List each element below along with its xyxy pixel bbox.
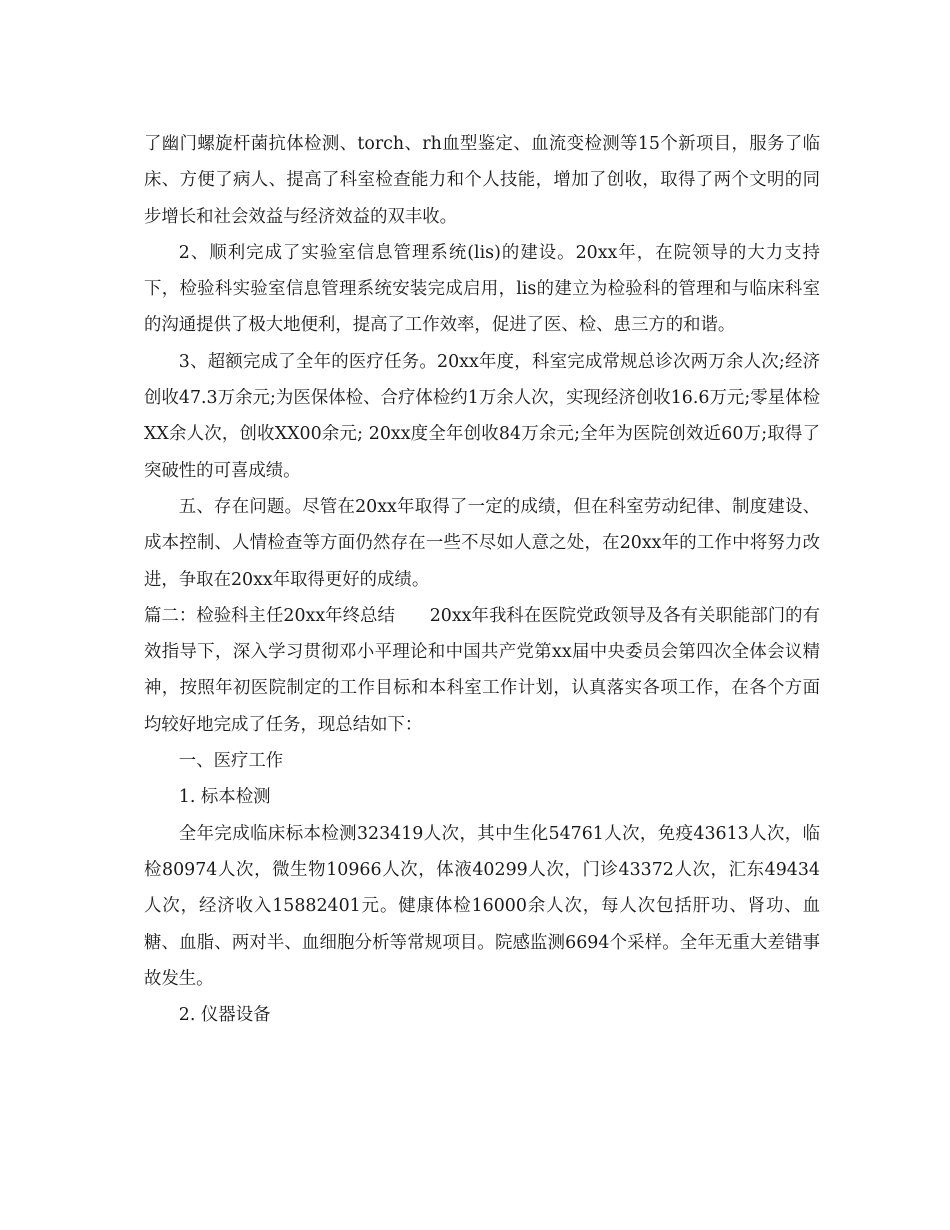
document-body xyxy=(144,126,820,1033)
paragraph-medical-tasks: 3、超额完成了全年的医疗任务。20xx年度，科室完成常规总诊次两万余人次;经济创收47.3万余元;为医保体检、合疗体检约1万余人次，实现经济创收16.6万元;零星体检XX余人次，创收XX00余元; 20xx度全年创收84万余元;全年为医院创效近60万;取得了突破性的可喜成绩。 xyxy=(144,351,820,481)
paragraph-existing-problems: 五、存在问题。尽管在20xx年取得了一定的成绩，但在科室劳动纪律、制度建设、成本控制、人情检查等方面仍然存在一些不尽如人意之处，在20xx年的工作中将努力改进，争取在20xx年取得更好的成绩。 xyxy=(144,496,820,590)
heading-medical-work: 一、医疗工作 xyxy=(178,751,284,772)
paragraph-new-projects: 了幽门螺旋杆菌抗体检测、torch、rh血型鉴定、血流变检测等15个新项目，服务了临床、方便了病人、提高了科室检查能力和个人技能，增加了创收，取得了两个文明的同步增长和社会效益与经济效益的双丰收。 xyxy=(144,134,820,227)
paragraph-lis-system: 2、顺利完成了实验室信息管理系统(lis)的建设。20xx年，在院领导的大力支持下，检验科实验室信息管理系统安装完成启用，lis的建立为检验科的管理和与临床科室的沟通提供了极大地便利，提高了工作效率，促进了医、检、患三方的和谐。 xyxy=(144,242,820,336)
heading-instruments: 2. 仪器设备 xyxy=(178,1005,271,1026)
paragraph-part-two-intro: 篇二：检验科主任20xx年终总结 20xx年我科在医院党政领导及各有关职能部门的有效指导下，深入学习贯彻邓小平理论和中国共产党第xx届中央委员会第四次全体会议精神，按照年初医院制定的工作目标和本科室工作计划，认真落实各项工作，在各个方面均较好地完成了任务，现总结如下： xyxy=(144,605,820,735)
heading-specimen-testing: 1. 标本检测 xyxy=(178,787,271,808)
paragraph-specimen-stats: 全年完成临床标本检测323419人次，其中生化54761人次，免疫43613人次，临检80974人次，微生物10966人次，体液40299人次，门诊43372人次，汇东49434人次，经济收入15882401元。健康体检16000余人次，每人次包括肝功、肾功、血糖、血脂、两对半、血细胞分析等常规项目。院感监测6694个采样。全年无重大差错事故发生。 xyxy=(144,823,820,989)
